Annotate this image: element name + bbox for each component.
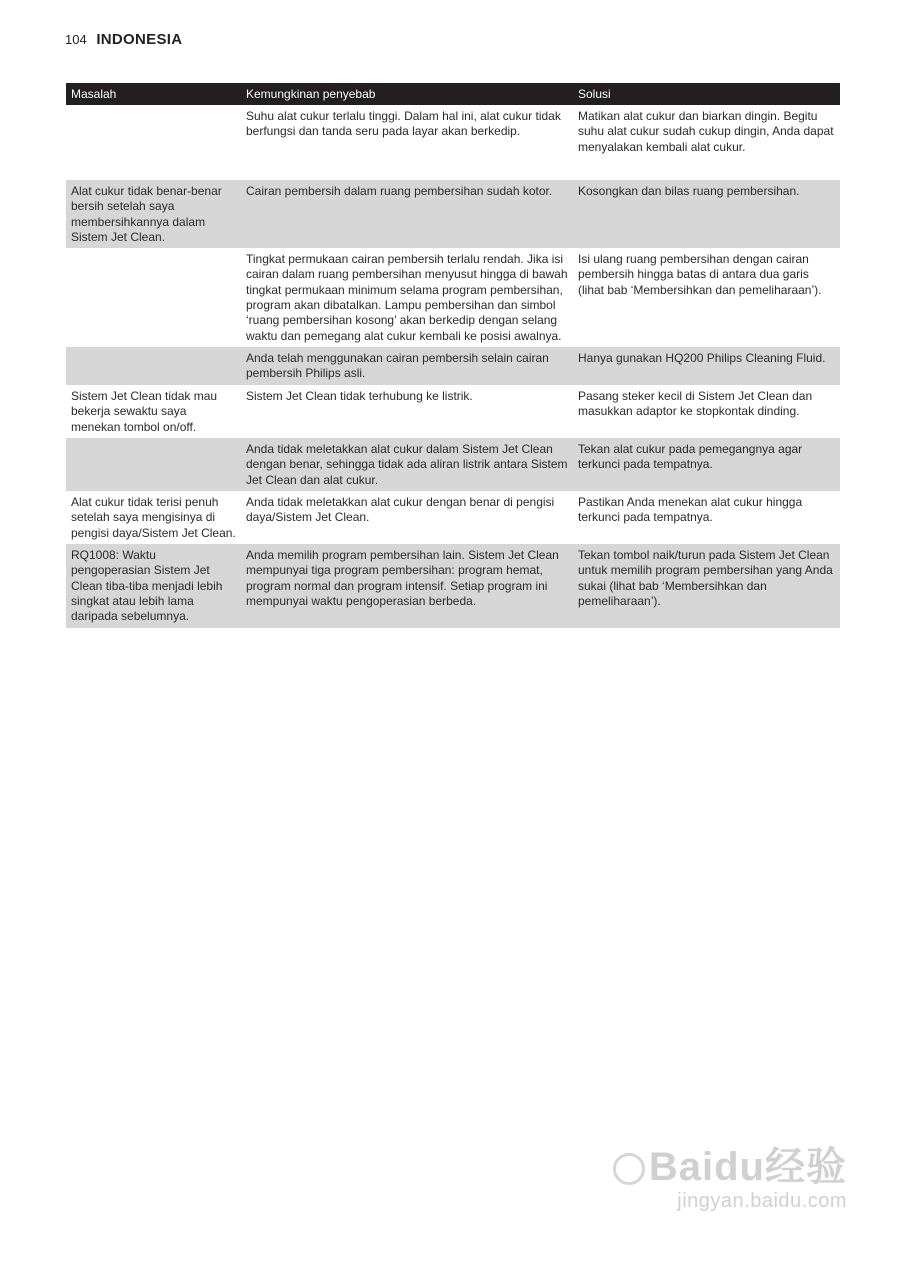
paw-icon — [613, 1153, 645, 1185]
table-row — [66, 248, 840, 347]
cause-cell: Suhu alat cukur terlalu tinggi. Dalam hal ini, alat cukur tidak berfungsi dan tanda seru pada layar akan berkedip. — [246, 109, 561, 139]
solution-cell: Hanya gunakan HQ200 Philips Cleaning Fluid. — [573, 347, 840, 385]
problem-cell — [66, 438, 241, 491]
solution-cell: Matikan alat cukur dan biarkan dingin. Begitu suhu alat cukur sudah cukup dingin, Anda dapat menyalakan kembali alat cukur. — [578, 109, 834, 154]
problem-cell — [66, 105, 241, 180]
cause-cell: Anda telah menggunakan cairan pembersih selain cairan pembersih Philips asli. — [241, 347, 573, 385]
solution-cell: Tekan alat cukur pada pemegangnya agar terkunci pada tempatnya. — [573, 438, 840, 491]
solution-cell: Pastikan Anda menekan alat cukur hingga terkunci pada tempatnya. — [578, 495, 803, 525]
solution-cell: Tekan tombol naik/turun pada Sistem Jet Clean untuk memilih program pembersihan yang Anda sukai (lihat bab ‘Membersihkan dan pemeliharaan’). — [573, 544, 840, 627]
problem-cell: Sistem Jet Clean tidak mau bekerja sewaktu saya menekan tombol on/off. — [71, 389, 218, 434]
table-row — [66, 105, 840, 180]
problem-cell — [66, 248, 241, 347]
table-row — [66, 385, 840, 438]
troubleshooting-table — [66, 83, 840, 628]
cause-cell: Cairan pembersih dalam ruang pembersihan sudah kotor. — [241, 180, 573, 248]
table-row — [66, 438, 840, 491]
problem-cell — [66, 347, 241, 385]
cause-cell: Anda tidak meletakkan alat cukur dalam Sistem Jet Clean dengan benar, sehingga tidak ada aliran listrik antara Sistem Jet Clean dan alat cukur. — [241, 438, 573, 491]
table-row — [66, 180, 840, 248]
watermark-logo: Baidu经验 — [613, 1145, 847, 1189]
solution-cell: Kosongkan dan bilas ruang pembersihan. — [573, 180, 840, 248]
table-header-row — [66, 83, 840, 105]
section-title: INDONESIA — [96, 31, 183, 48]
cause-cell: Tingkat permukaan cairan pembersih terlalu rendah. Jika isi cairan dalam ruang pembersihan menyusut hingga di bawah tingkat permukaan minimum selama program pembersihan, program akan dibatalkan. Lampu pembersihan dan simbol ‘ruang pembersihan kosong’ akan berkedip dengan selang waktu dan pemegang alat cukur kembali ke posisi awalnya. — [246, 252, 568, 343]
page-header — [65, 31, 182, 48]
cause-cell: Sistem Jet Clean tidak terhubung ke listrik. — [246, 389, 473, 404]
watermark — [613, 1145, 847, 1213]
problem-cell: RQ1008: Waktu pengoperasian Sistem Jet Clean tiba-tiba menjadi lebih singkat atau lebih lama daripada sebelumnya. — [66, 544, 241, 627]
column-header-cause: Kemungkinan penyebab — [241, 83, 573, 105]
table-row — [66, 347, 840, 385]
column-header-problem: Masalah — [66, 83, 241, 105]
problem-cell: Alat cukur tidak benar-benar bersih setelah saya membersihkannya dalam Sistem Jet Clean. — [66, 180, 241, 248]
table-row — [66, 544, 840, 627]
table-row — [66, 491, 840, 544]
watermark-url: jingyan.baidu.com — [677, 1190, 847, 1212]
page-number: 104 — [65, 32, 87, 47]
problem-cell: Alat cukur tidak terisi penuh setelah saya mengisinya di pengisi daya/Sistem Jet Clean. — [71, 495, 236, 540]
cause-cell: Anda memilih program pembersihan lain. Sistem Jet Clean mempunyai tiga program pembersihan: program hemat, program normal dan program intensif. Setiap program ini mempunyai waktu pengoperasian berbeda. — [241, 544, 573, 627]
cause-cell: Anda tidak meletakkan alat cukur dengan benar di pengisi daya/Sistem Jet Clean. — [246, 495, 555, 525]
column-header-solution: Solusi — [573, 83, 840, 105]
solution-cell: Pasang steker kecil di Sistem Jet Clean dan masukkan adaptor ke stopkontak dinding. — [578, 389, 813, 419]
solution-cell: Isi ulang ruang pembersihan dengan cairan pembersih hingga batas di antara dua garis (lihat bab ‘Membersihkan dan pemeliharaan’). — [578, 252, 822, 297]
